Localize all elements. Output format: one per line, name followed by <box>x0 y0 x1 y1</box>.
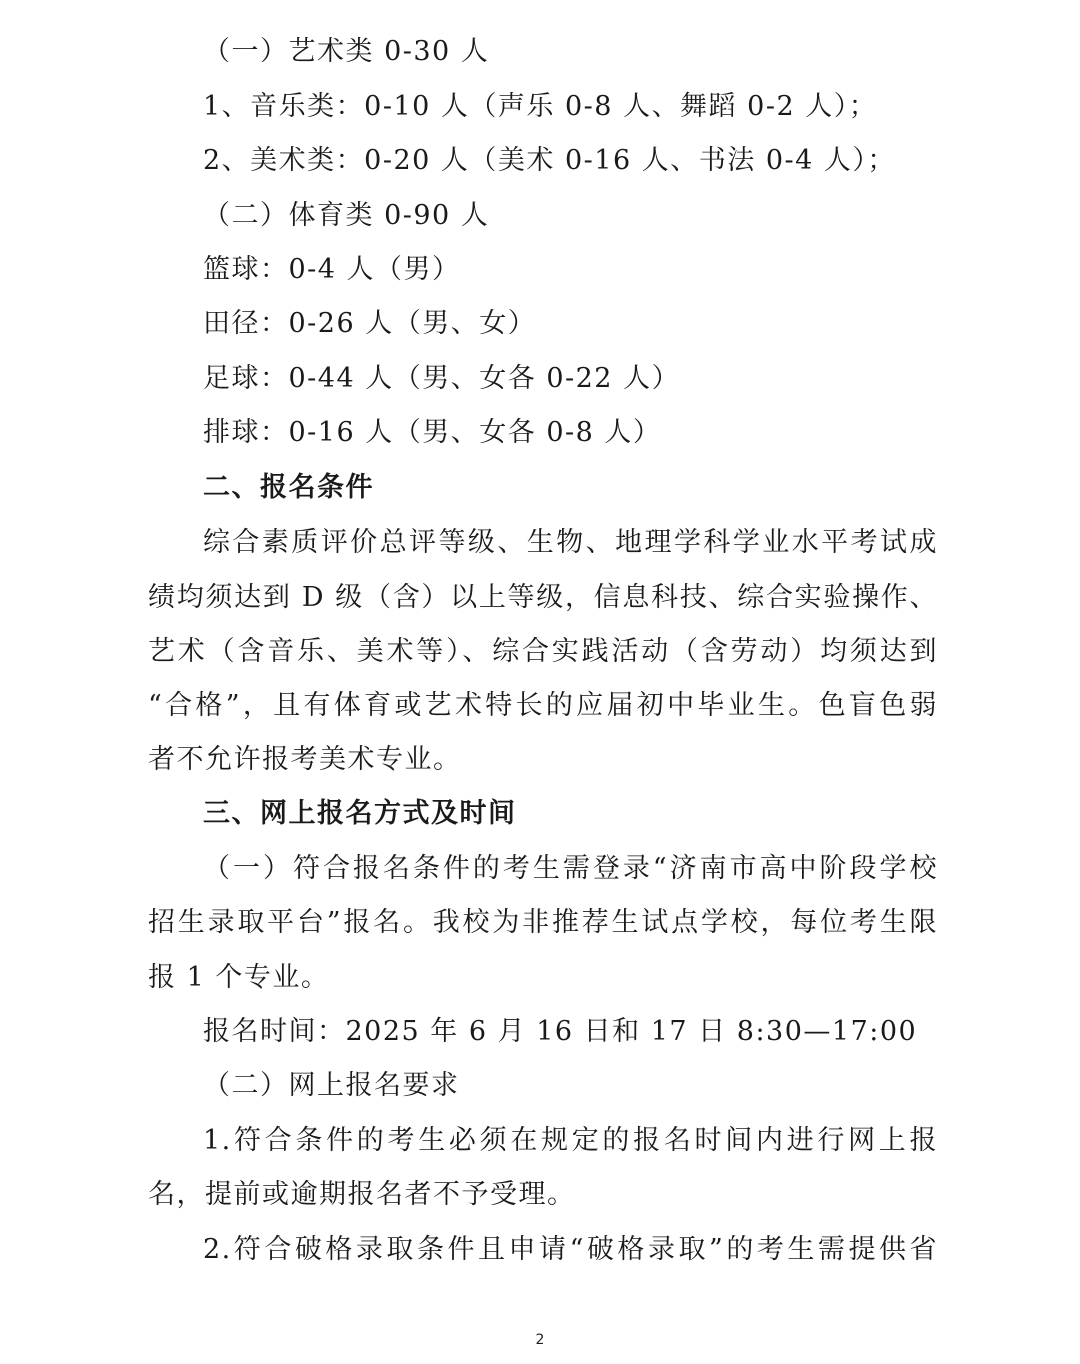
requirement-1-line: 1.符合条件的考生必须在规定的报名时间内进行网上报 <box>203 1125 938 1156</box>
registration-paragraph-line: （一）符合报名条件的考生需登录“济南市高中阶段学校 <box>203 853 938 884</box>
requirement-2-line: 2.符合破格录取条件且申请“破格录取”的考生需提供省 <box>203 1234 938 1265</box>
section-sports-quota: （二）体育类 0-90 人 <box>203 200 490 231</box>
registration-time: 报名时间：2025 年 6 月 16 日和 17 日 8:30—17:00 <box>203 1016 918 1047</box>
conditions-paragraph-line: 者不允许报考美术专业。 <box>148 744 462 775</box>
conditions-paragraph-line: 艺术（含音乐、美术等）、综合实践活动（含劳动）均须达到 <box>148 636 938 667</box>
item-track-field-quota: 田径：0-26 人（男、女） <box>203 308 537 339</box>
item-music-quota: 1、音乐类：0-10 人（声乐 0-8 人、舞蹈 0-2 人）； <box>203 91 878 122</box>
item-fine-arts-quota: 2、美术类：0-20 人（美术 0-16 人、书法 0-4 人）； <box>203 145 896 176</box>
item-basketball-quota: 篮球：0-4 人（男） <box>203 254 461 285</box>
conditions-paragraph-line: 综合素质评价总评等级、生物、地理学科学业水平考试成 <box>203 527 938 558</box>
heading-registration-conditions: 二、报名条件 <box>203 472 374 503</box>
section-art-quota: （一）艺术类 0-30 人 <box>203 36 490 67</box>
item-volleyball-quota: 排球：0-16 人（男、女各 0-8 人） <box>203 417 662 448</box>
item-football-quota: 足球：0-44 人（男、女各 0-22 人） <box>203 363 681 394</box>
section-online-requirements: （二）网上报名要求 <box>203 1070 460 1101</box>
registration-paragraph-line: 报 1 个专业。 <box>148 962 330 993</box>
conditions-paragraph-line: 绩均须达到 D 级（含）以上等级，信息科技、综合实验操作、 <box>148 582 938 613</box>
conditions-paragraph-line: “合格”，且有体育或艺术特长的应届初中毕业生。色盲色弱 <box>148 690 938 721</box>
requirement-1-line: 名，提前或逾期报名者不予受理。 <box>148 1179 576 1210</box>
page-number: 2 <box>535 1332 545 1348</box>
heading-online-registration: 三、网上报名方式及时间 <box>203 798 517 829</box>
registration-paragraph-line: 招生录取平台”报名。我校为非推荐生试点学校，每位考生限 <box>148 907 938 938</box>
